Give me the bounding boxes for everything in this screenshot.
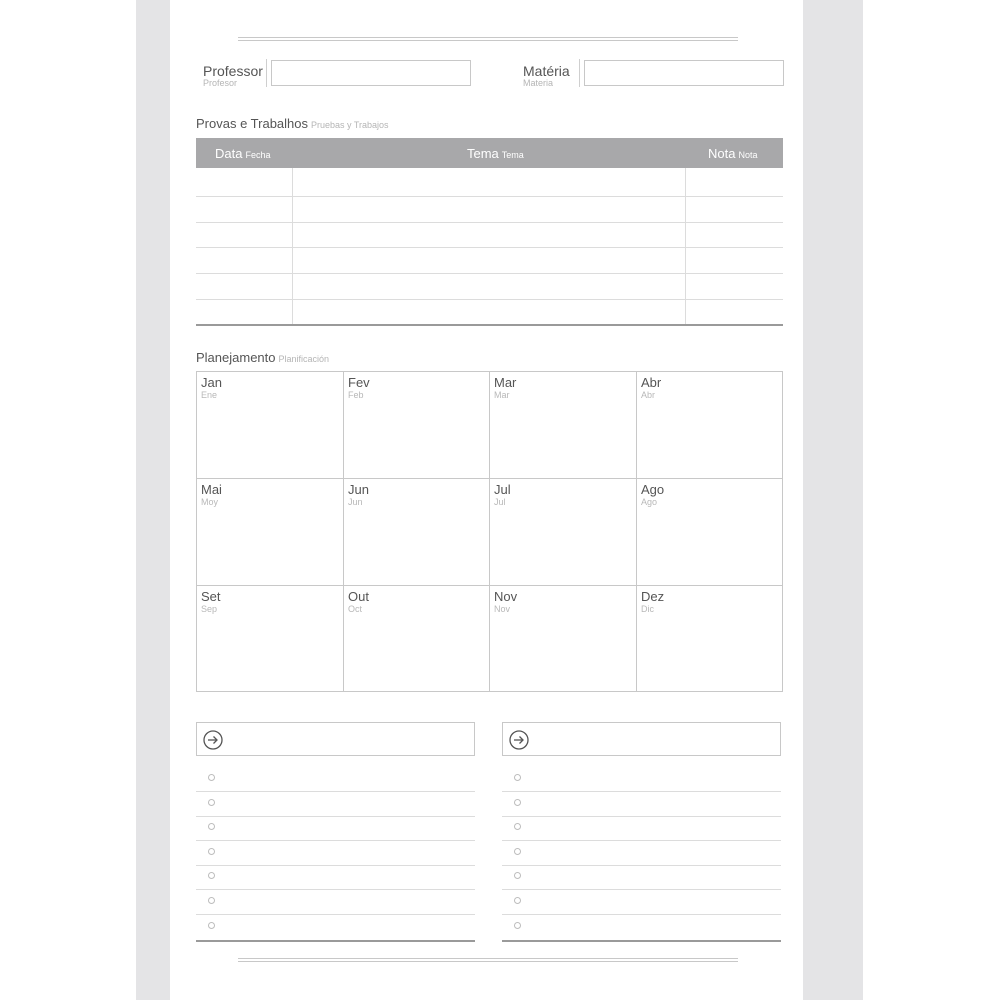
month-name: Mai	[201, 482, 222, 497]
table-row[interactable]	[196, 247, 783, 248]
month-name: Set	[201, 589, 221, 604]
bullet-circle-icon[interactable]	[208, 897, 215, 904]
column-grade-label: Nota	[708, 146, 736, 161]
month-cell-jun[interactable]	[348, 483, 488, 508]
month-name: Jan	[201, 375, 222, 390]
month-name: Nov	[494, 589, 518, 604]
list-item[interactable]	[196, 865, 475, 890]
month-cell-nov[interactable]	[494, 590, 634, 615]
professor-sublabel: Profesor	[203, 78, 238, 88]
month-sub: Ago	[641, 497, 658, 507]
column-topic-sub: Tema	[501, 150, 524, 160]
bullet-circle-icon[interactable]	[208, 823, 215, 830]
column-grade	[708, 146, 757, 161]
bullet-circle-icon[interactable]	[208, 799, 215, 806]
month-col-divider	[636, 372, 637, 691]
top-double-rule	[238, 37, 738, 41]
month-name: Jun	[348, 482, 369, 497]
bottom-double-rule	[238, 958, 738, 962]
month-row-divider	[197, 478, 782, 479]
month-name: Ago	[641, 482, 665, 497]
list-item[interactable]	[196, 841, 475, 866]
exams-subtitle: Pruebas y Trabajos	[311, 120, 389, 130]
month-sub: Oct	[348, 604, 363, 614]
arrow-right-circle-icon	[203, 730, 223, 750]
task-list-left-bottom-rule	[196, 940, 475, 942]
month-cell-apr[interactable]	[641, 376, 781, 401]
month-sub: Jun	[348, 497, 363, 507]
table-row[interactable]	[196, 222, 783, 223]
month-sub: Ene	[201, 390, 218, 400]
list-item[interactable]	[502, 890, 781, 915]
month-cell-sep[interactable]	[201, 590, 341, 615]
subject-sublabel: Materia	[523, 78, 554, 88]
list-item[interactable]	[502, 792, 781, 817]
table-row[interactable]	[196, 299, 783, 300]
bullet-circle-icon[interactable]	[514, 897, 521, 904]
list-item[interactable]	[502, 915, 781, 939]
planning-title	[196, 350, 329, 365]
month-name: Fev	[348, 375, 370, 390]
month-cell-dec[interactable]	[641, 590, 781, 615]
exams-title-text: Provas e Trabalhos	[196, 116, 309, 131]
task-list-right-header[interactable]	[502, 722, 781, 756]
column-date-sub: Fecha	[245, 150, 271, 160]
month-sub: Feb	[348, 390, 364, 400]
column-date	[215, 146, 270, 161]
subject-field[interactable]	[584, 60, 784, 86]
month-cell-mar[interactable]	[494, 376, 634, 401]
task-list-right-bottom-rule	[502, 940, 781, 942]
month-sub: Dic	[641, 604, 654, 614]
list-item[interactable]	[502, 865, 781, 890]
list-item[interactable]	[196, 767, 475, 792]
exams-title	[196, 116, 389, 131]
bullet-circle-icon[interactable]	[514, 848, 521, 855]
task-list-left-header[interactable]	[196, 722, 475, 756]
column-grade-sub: Nota	[738, 150, 758, 160]
month-name: Out	[348, 589, 369, 604]
exams-table-header	[196, 138, 783, 168]
bullet-circle-icon[interactable]	[514, 799, 521, 806]
column-topic	[467, 146, 524, 161]
list-item[interactable]	[196, 915, 475, 939]
month-name: Jul	[494, 482, 511, 497]
column-topic-label: Tema	[467, 146, 499, 161]
bullet-circle-icon[interactable]	[514, 872, 521, 879]
bullet-circle-icon[interactable]	[208, 922, 215, 929]
month-cell-jan[interactable]	[201, 376, 341, 401]
month-col-divider	[343, 372, 344, 691]
bullet-circle-icon[interactable]	[514, 774, 521, 781]
table-bottom-rule	[196, 324, 783, 326]
list-item[interactable]	[196, 816, 475, 841]
month-sub: Nov	[494, 604, 511, 614]
month-sub: Sep	[201, 604, 218, 614]
right-page-margin	[803, 0, 863, 1000]
bullet-circle-icon[interactable]	[208, 774, 215, 781]
column-date-label: Data	[215, 146, 243, 161]
list-item[interactable]	[196, 890, 475, 915]
list-item[interactable]	[502, 767, 781, 792]
table-row[interactable]	[196, 196, 783, 197]
bullet-circle-icon[interactable]	[208, 848, 215, 855]
bullet-circle-icon[interactable]	[514, 922, 521, 929]
exams-table	[196, 138, 783, 326]
planning-subtitle: Planificación	[278, 354, 330, 364]
month-name: Dez	[641, 589, 665, 604]
bullet-circle-icon[interactable]	[514, 823, 521, 830]
list-item[interactable]	[502, 841, 781, 866]
subject-label: Matéria	[523, 63, 570, 79]
month-sub: Jul	[494, 497, 506, 507]
list-item[interactable]	[196, 792, 475, 817]
professor-field[interactable]	[271, 60, 471, 86]
planning-title-text: Planejamento	[196, 350, 276, 365]
month-cell-oct[interactable]	[348, 590, 488, 615]
month-name: Mar	[494, 375, 517, 390]
bullet-circle-icon[interactable]	[208, 872, 215, 879]
month-sub: Abr	[641, 390, 656, 400]
table-row[interactable]	[196, 273, 783, 274]
month-cell-aug[interactable]	[641, 483, 781, 508]
arrow-right-circle-icon	[509, 730, 529, 750]
month-row-divider	[197, 585, 782, 586]
month-sub: Moy	[201, 497, 219, 507]
month-name: Abr	[641, 375, 662, 390]
month-cell-feb[interactable]	[348, 376, 488, 401]
month-col-divider	[489, 372, 490, 691]
list-item[interactable]	[502, 816, 781, 841]
month-sub: Mar	[494, 390, 510, 400]
professor-label: Professor	[203, 63, 263, 79]
month-cell-may[interactable]	[201, 483, 341, 508]
month-cell-jul[interactable]	[494, 483, 634, 508]
left-page-margin	[136, 0, 170, 1000]
subject-separator	[579, 59, 580, 87]
month-grid	[196, 371, 783, 692]
professor-separator	[266, 59, 267, 87]
